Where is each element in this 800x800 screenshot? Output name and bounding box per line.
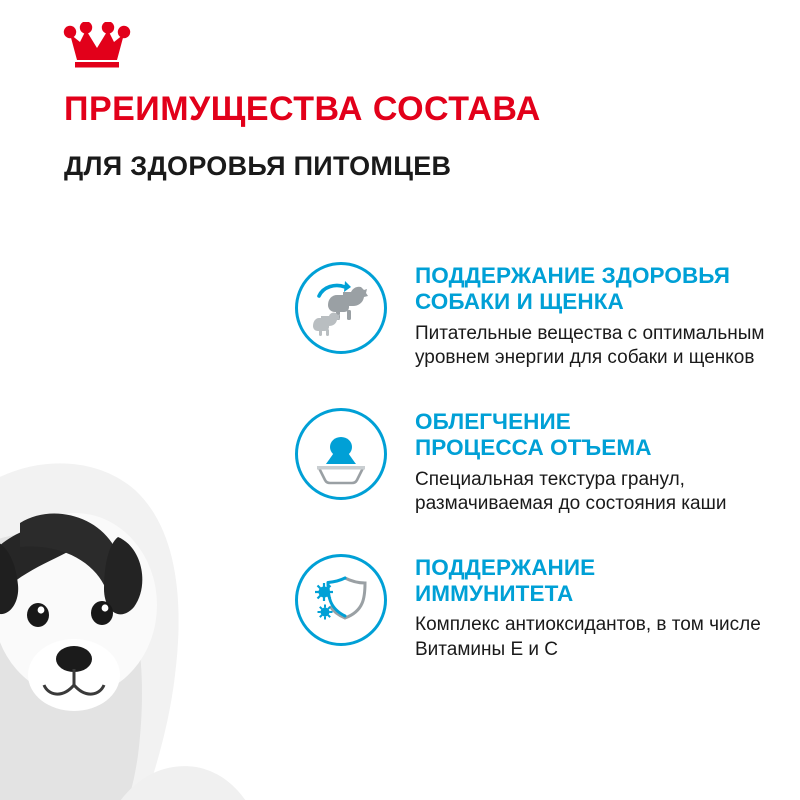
page-title: ПРЕИМУЩЕСТВА СОСТАВА	[64, 90, 541, 128]
page-subtitle: ДЛЯ ЗДОРОВЬЯ ПИТОМЦЕВ	[64, 151, 452, 181]
benefit-text	[387, 262, 800, 370]
benefit-item	[295, 408, 800, 516]
benefit-description: Комплекс антиоксидантов, в том числе Витамины Е и С	[415, 614, 761, 660]
benefit-title-line2: ПРОЦЕССА ОТЪЕМА	[415, 435, 652, 461]
shield-immunity-icon	[295, 554, 387, 646]
benefit-text	[387, 408, 800, 516]
benefit-title-line1: ПОДДЕРЖАНИЕ ЗДОРОВЬЯ	[415, 263, 730, 288]
benefit-item	[295, 262, 800, 370]
benefit-title-line1: ОБЛЕГЧЕНИЕ	[415, 408, 571, 434]
benefit-description: Специальная текстура гранул, размачиваемая до состояния каши	[415, 468, 727, 514]
crown-icon	[62, 22, 132, 70]
benefit-title-line2: СОБАКИ И ЩЕНКА	[415, 289, 624, 315]
benefit-description: Питательные вещества с оптимальным уровнем энергии для собаки и щенков	[415, 322, 765, 368]
benefit-text	[387, 554, 800, 662]
benefit-title	[415, 555, 800, 608]
benefit-title-line2: ИММУНИТЕТА	[415, 581, 574, 607]
dog-puppy-arrow-icon	[295, 262, 387, 354]
benefit-item	[295, 554, 800, 662]
pet-photo	[0, 255, 300, 800]
benefit-title-line1: ПОДДЕРЖАНИЕ	[415, 554, 596, 580]
benefits-list	[295, 262, 800, 700]
benefit-title	[415, 263, 800, 316]
benefit-title	[415, 409, 800, 462]
food-bowl-kibble-icon	[295, 408, 387, 500]
